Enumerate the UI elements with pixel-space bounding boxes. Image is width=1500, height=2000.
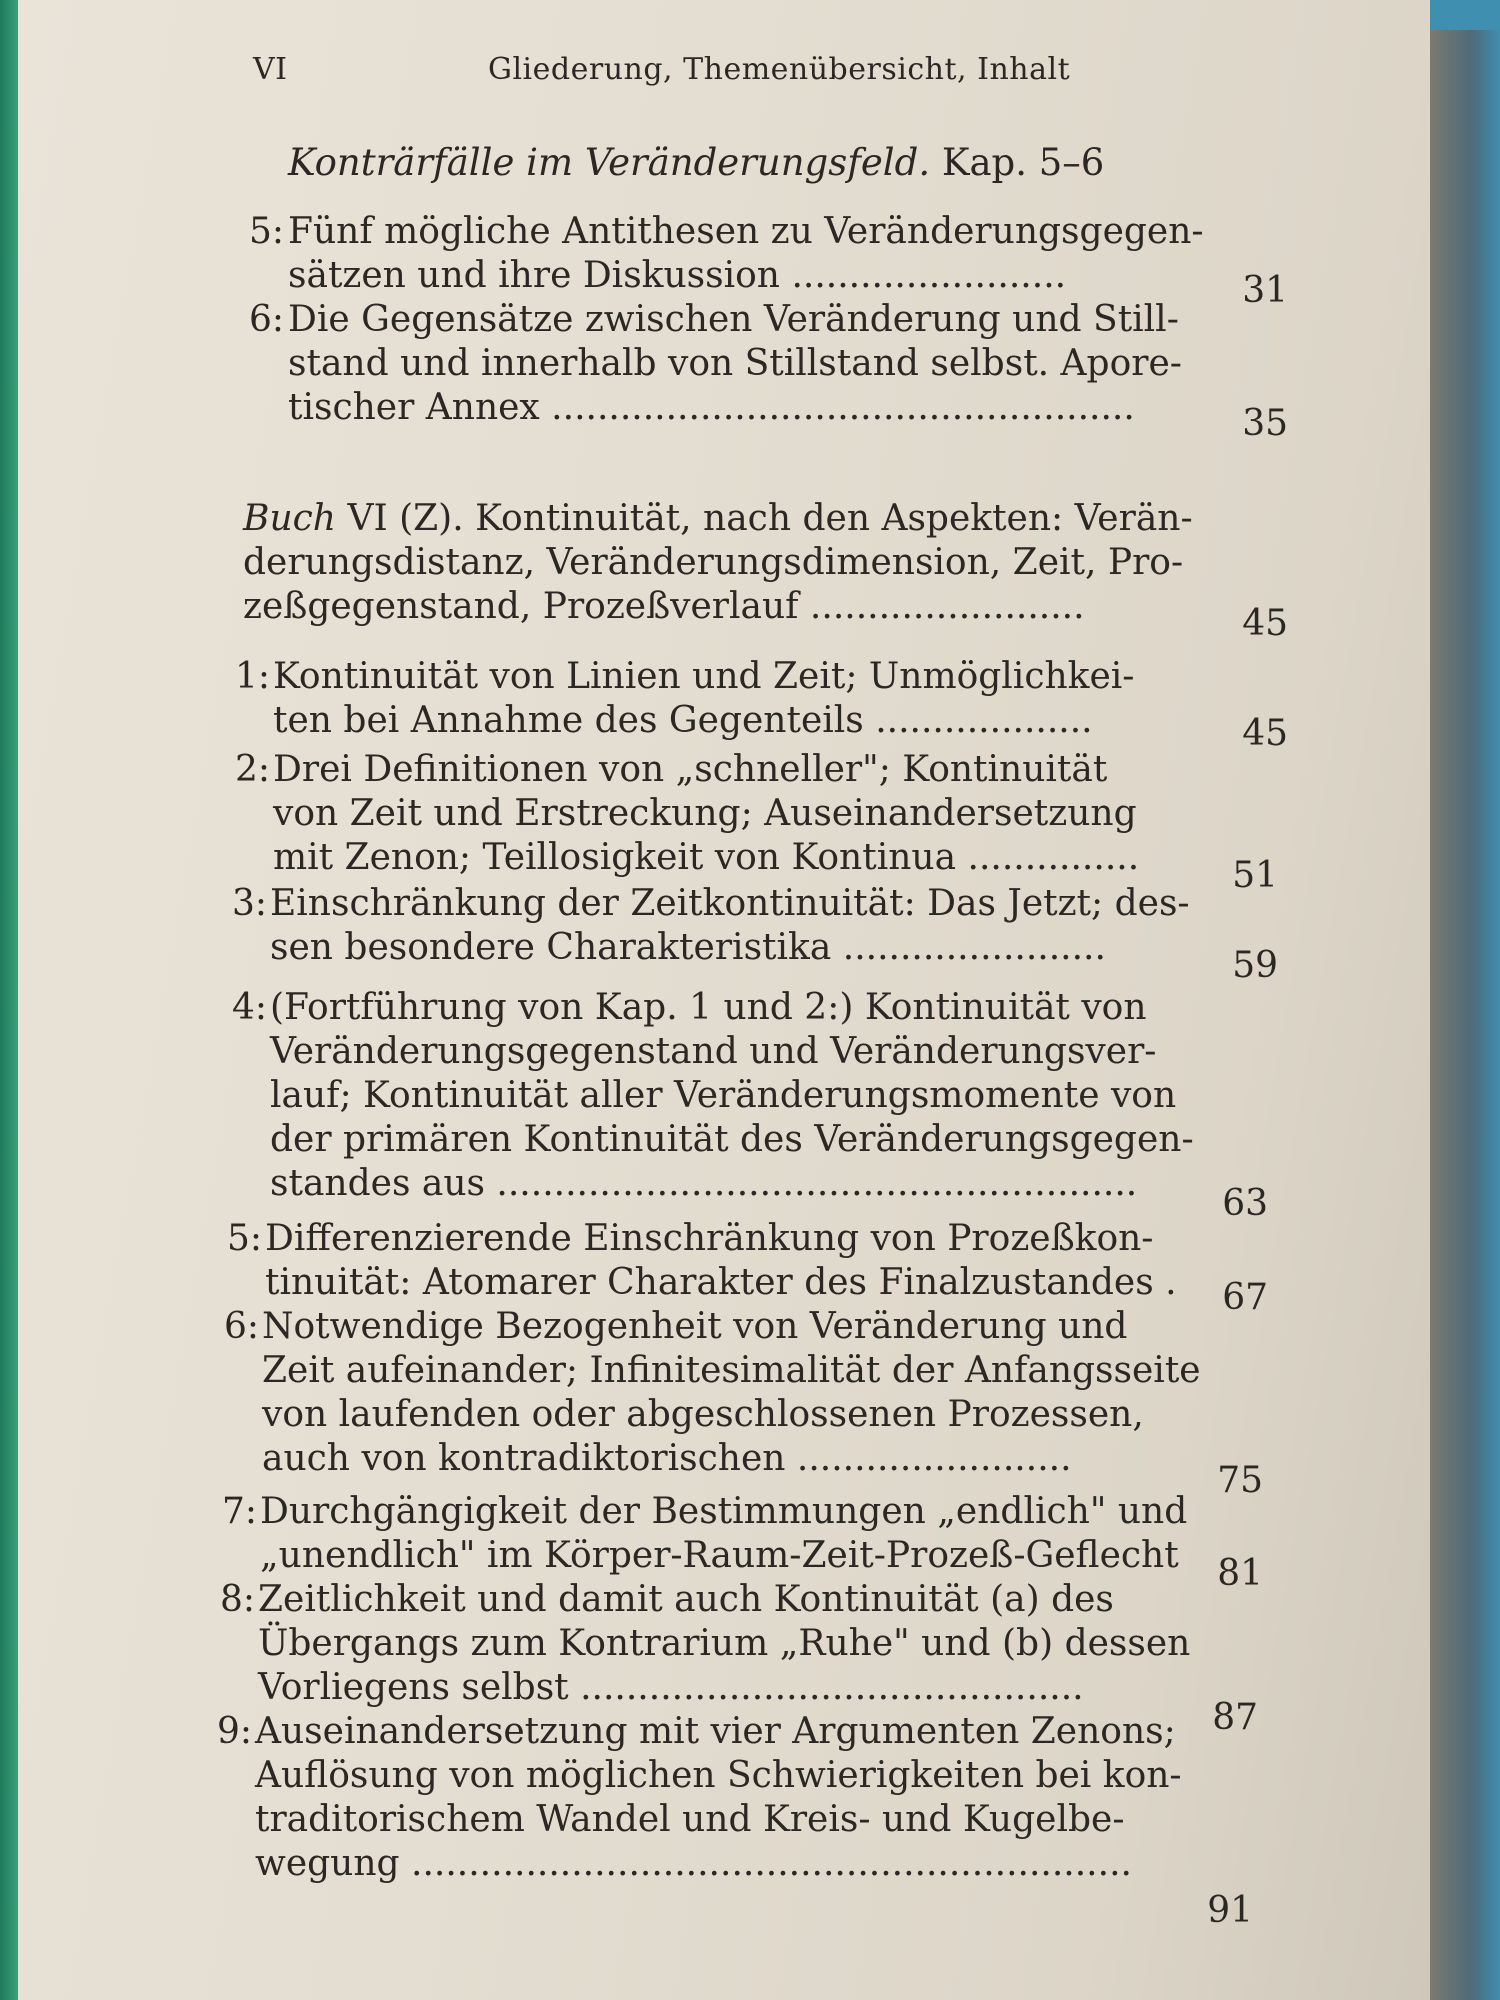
toc-page-number: 63 [1222, 1183, 1268, 1224]
toc-line: sätzen und ihre Diskussion ........................ [288, 255, 1067, 296]
toc-line: Durchgängigkeit der Bestimmungen „endlich" und [260, 1491, 1188, 1532]
toc-entry-number: 4: [231, 987, 267, 1028]
toc-line: Zeit aufeinander; Infinitesimalität der Anfangsseite [262, 1350, 1201, 1391]
book-label-italic: Buch [243, 498, 336, 539]
running-header-title: Gliederung, Themenübersicht, Inhalt [488, 52, 1071, 87]
toc-line: Drei Definitionen von „schneller"; Kontinuität [273, 749, 1108, 790]
toc-entry-text [288, 210, 1204, 298]
toc-page-number: 75 [1217, 1460, 1263, 1501]
toc-line: Vorliegens selbst ............................................ [258, 1667, 1084, 1708]
toc-entry-number: 7: [221, 1491, 257, 1532]
toc-line: lauf; Kontinuität aller Veränderungsmomente von [270, 1075, 1177, 1116]
toc-line: Übergangs zum Kontrarium „Ruhe" und (b) dessen [258, 1623, 1191, 1664]
toc-line: Auflösung von möglichen Schwierigkeiten bei kon- [255, 1755, 1182, 1796]
toc-entry-number: 6: [248, 299, 284, 340]
toc-line: der primären Kontinuität des Veränderungsgegen- [270, 1119, 1194, 1160]
toc-entry-number: 5: [226, 1218, 262, 1259]
toc-line: auch von kontradiktorischen ........................ [262, 1438, 1072, 1479]
toc-entry-number: 5: [248, 211, 284, 252]
toc-entry-number: 9: [216, 1711, 252, 1752]
toc-line: von Zeit und Erstreckung; Auseinandersetzung [273, 793, 1137, 834]
toc-line: ten bei Annahme des Gegenteils ................... [273, 700, 1093, 741]
toc-line: standes aus ........................................................ [270, 1163, 1138, 1204]
toc-line: Die Gegensätze zwischen Veränderung und Still- [288, 299, 1179, 340]
toc-entry-text [255, 1710, 1182, 1886]
toc-line: wegung ............................................................... [255, 1843, 1132, 1884]
toc-entry-text [265, 1217, 1177, 1305]
toc-line: sen besondere Charakteristika ....................... [270, 927, 1106, 968]
book-heading-line: derungsdistanz, Veränderungsdimension, Zeit, Pro- [243, 542, 1184, 583]
toc-line: (Fortführung von Kap. 1 und 2:) Kontinuität von [270, 987, 1147, 1028]
toc-entry-text [270, 986, 1194, 1206]
toc-line: stand und innerhalb von Stillstand selbst. Apore- [288, 343, 1182, 384]
toc-entry-number: 3: [231, 883, 267, 924]
toc-entry-text [260, 1490, 1187, 1578]
book-cover-edge-left [0, 0, 18, 2000]
toc-line: Kontinuität von Linien und Zeit; Unmöglichkei- [273, 656, 1135, 697]
toc-line: traditorischem Wandel und Kreis- und Kugelbe- [255, 1799, 1125, 1840]
toc-page-number: 81 [1217, 1553, 1263, 1594]
toc-entry-number: 8: [219, 1579, 255, 1620]
book-heading-line: VI (Z). Kontinuität, nach den Aspekten: Verän- [336, 498, 1193, 539]
background-right [1430, 0, 1500, 2000]
section-heading-italic: Konträrfälle im Veränderungsfeld. [288, 141, 931, 184]
toc-page-number: 35 [1242, 403, 1288, 444]
toc-line: Notwendige Bezogenheit von Veränderung und [262, 1306, 1128, 1347]
section-heading-kontrarfalle [288, 140, 1104, 185]
toc-page-number: 45 [1242, 713, 1288, 754]
toc-entry-number: 6: [223, 1306, 259, 1347]
page-number-roman: VI [253, 52, 288, 87]
toc-page-number: 51 [1232, 855, 1278, 896]
toc-line: Veränderungsgegenstand und Veränderungsver- [270, 1031, 1157, 1072]
toc-line: Einschränkung der Zeitkontinuität: Das Jetzt; des- [270, 883, 1190, 924]
toc-line: Zeitlichkeit und damit auch Kontinuität (a) des [258, 1579, 1114, 1620]
toc-line: von laufenden oder abgeschlossenen Prozessen, [262, 1394, 1144, 1435]
book-heading-line: zeßgegenstand, Prozeßverlauf ........................ [243, 586, 1085, 627]
toc-page-number: 67 [1222, 1277, 1268, 1318]
toc-page-number: 31 [1242, 270, 1288, 311]
book-heading [243, 497, 1193, 629]
toc-page-number: 59 [1232, 945, 1278, 986]
toc-line: Fünf mögliche Antithesen zu Veränderungsgegen- [288, 211, 1204, 252]
toc-line: mit Zenon; Teillosigkeit von Kontinua ............... [273, 837, 1140, 878]
toc-page-number: 91 [1207, 1890, 1253, 1931]
toc-entry-text [262, 1305, 1201, 1481]
toc-page-number: 45 [1242, 603, 1288, 644]
toc-line: tinuität: Atomarer Charakter des Finalzustandes . [265, 1262, 1177, 1303]
book-page [18, 0, 1430, 2000]
toc-entry-number: 2: [234, 749, 270, 790]
toc-page-number: 87 [1212, 1697, 1258, 1738]
toc-line: Auseinandersetzung mit vier Argumenten Zenons; [255, 1711, 1176, 1752]
toc-entry-text [258, 1578, 1190, 1710]
toc-line: Differenzierende Einschränkung von Prozeßkon- [265, 1218, 1154, 1259]
toc-entry-text [273, 655, 1134, 743]
toc-entry-text [273, 748, 1139, 880]
toc-line: „unendlich" im Körper-Raum-Zeit-Prozeß-Geflecht [260, 1535, 1179, 1576]
toc-entry-text [270, 882, 1190, 970]
toc-entry-text [288, 298, 1182, 430]
section-heading-rest: Kap. 5–6 [930, 141, 1105, 184]
toc-line: tischer Annex ................................................... [288, 387, 1135, 428]
toc-entry-number: 1: [234, 656, 270, 697]
